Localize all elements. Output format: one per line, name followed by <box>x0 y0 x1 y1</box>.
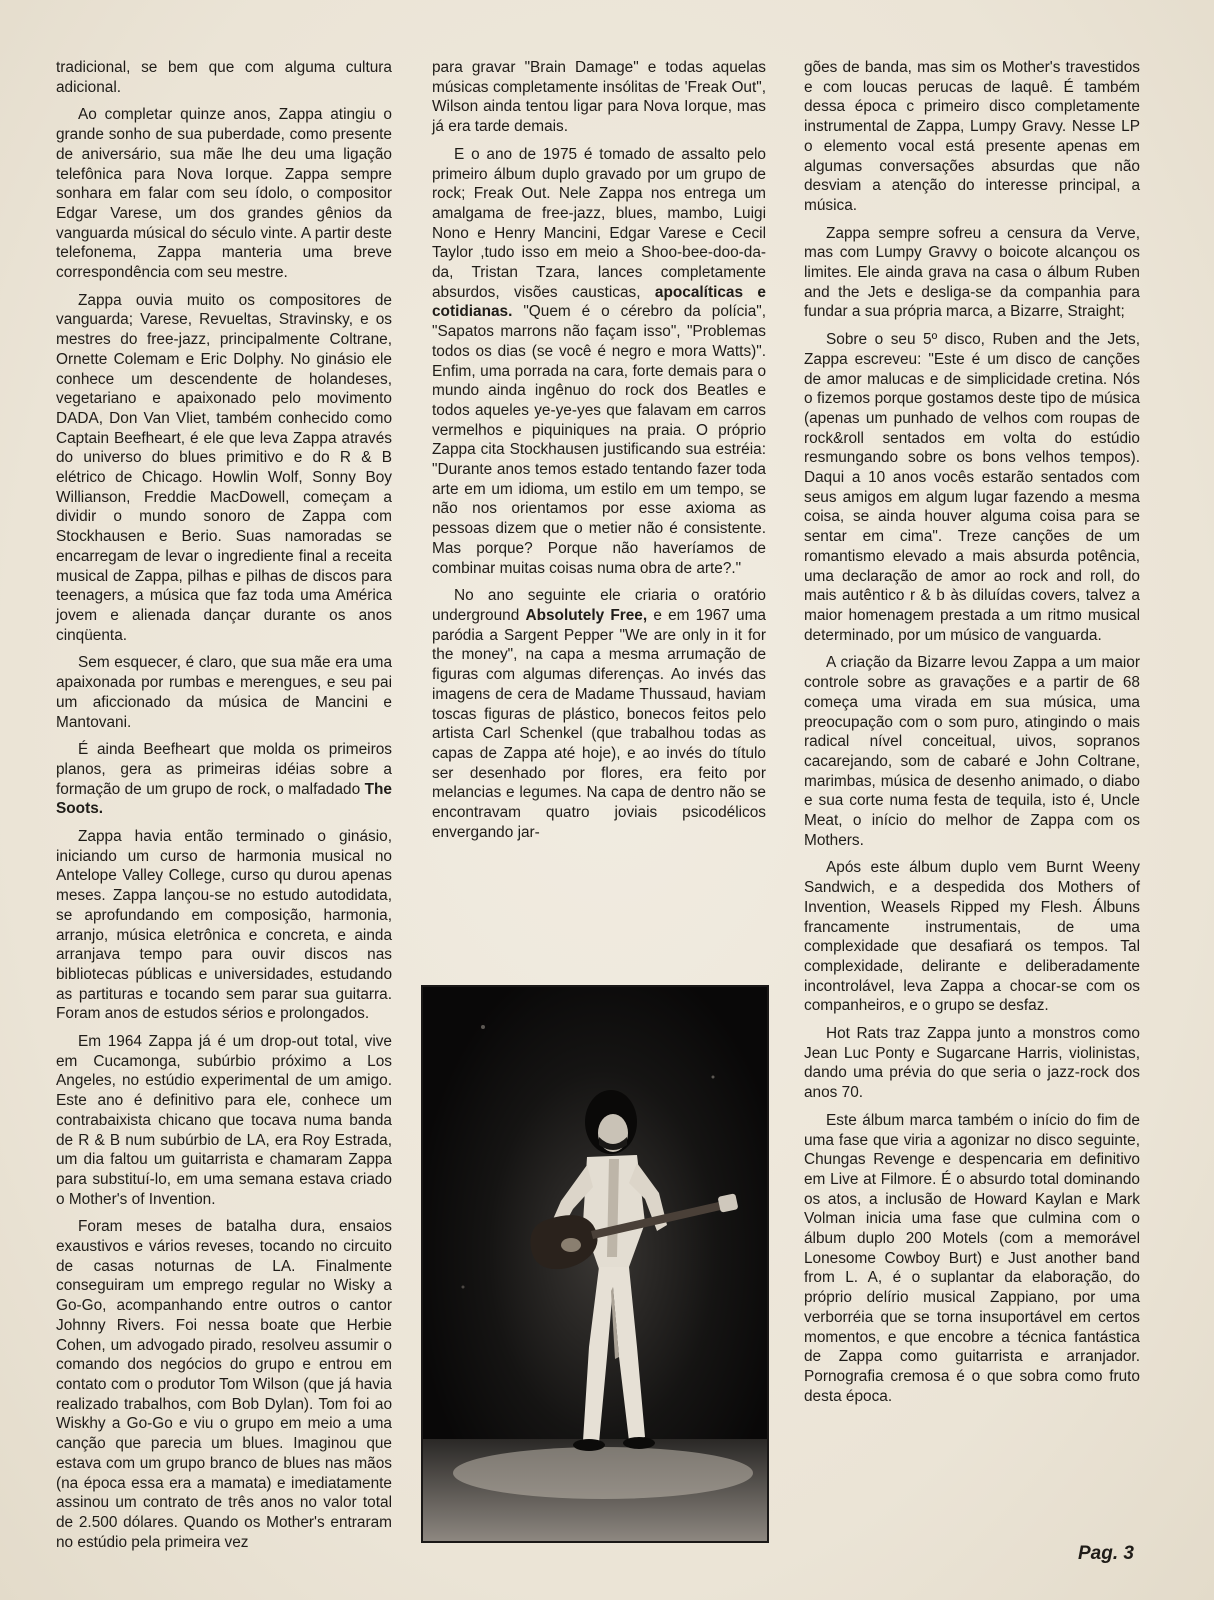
article-column-2 <box>432 58 766 850</box>
paragraph: Foram meses de batalha dura, ensaios exaustivos e vários reveses, tocando no circuito de casas noturnas de LA. Finalmente conseguiram um emprego regular no Wisky a Go-Go, acompanhando entre outros o cantor Johnny Rivers. Foi nessa boate que Herbie Cohen, um advogado pirado, resolveu assumir o comando dos negócios do grupo e entrou em contato com o produtor Tom Wilson (que já havia realizado trabalhos, com Bob Dylan). Tom foi ao Wiskhy a Go-Go e viu o grupo em meio a uma canção que parecia um blues. Imaginou que estava com um grupo branco de blues nas mãos (na época essa era a mamata) e imediatamente assinou um contrato de três anos no valor total de 2.500 dólares. Quando os Mother's entraram no estúdio pela primeira vez <box>56 1218 392 1551</box>
paragraph: Sobre o seu 5º disco, Ruben and the Jets, Zappa escreveu: "Este é um disco de canções de amor malucas e de simplicidade cretina. Nós o fizemos porque gostamos deste tipo de música (apenas um punhado de velhos com roupas de rock&roll sentados em volta do estúdio resmungando sobre os bons velhos tempos). Daqui a 10 anos vocês estarão sentados com seus amigos em algum lugar fazendo a mesma coisa, se ainda houver alguma coisa para se sentar em cima". Treze canções de um romantismo elevado a mais absurda potência, uma declaração de amor ao rock and roll, do mais autêntico r & b às diluídas covers, talvez a maior homenagem prestada a um ritmo musical determinado, por um músico de vanguarda. <box>804 331 1140 644</box>
paragraph-text: É ainda Beefheart que molda os primeiros planos, gera as primeiras idéias sobre a formação de um grupo de rock, o malfadado <box>56 741 392 798</box>
paragraph-text: "Quem é o cérebro da polícia", "Sapatos marrons não façam isso", "Problemas todos os dias (se você é negro e mora Watts)". Enfim, uma porrada na cara, forte demais para o mundo ainda ingênuo do rock dos Beatles e todos aqueles ye-ye-yes que falavam em carros vermelhos e piquiniques na praia. O próprio Zappa cita Stockhausen justificando sua estréia: "Durante anos temos estado tentando fazer toda arte em um idioma, um estilo em um tempo, se não nos orientamos por esse axioma as pessoas dizem que o metier não é consistente. Mas porque? Porque não haveríamos de combinar muitas coisas numa obra de arte?." <box>432 303 767 577</box>
paragraph: A criação da Bizarre levou Zappa a um maior controle sobre as gravações e a partir de 68 começa uma virada em sua música, uma preocupação com o som puro, atingindo o mais radical nível conceitual, uivos, sopranos cacarejando, som de cabaré e John Coltrane, marimbas, música de desenho animado, o diabo e sua corte numa festa de tequila, isto é, Uncle Meat, o início do melhor de Zappa com os Mothers. <box>804 654 1140 849</box>
paragraph: Hot Rats traz Zappa junto a monstros como Jean Luc Ponty e Sugarcane Harris, violinistas, dando uma prévia do que seria o jazz-rock dos anos 70. <box>804 1025 1140 1102</box>
paragraph: tradicional, se bem que com alguma cultura adicional. <box>56 59 392 96</box>
paragraph <box>432 145 766 578</box>
paragraph: Sem esquecer, é claro, que sua mãe era uma apaixonada por rumbas e merengues, e seu pai um aficcionado da música de Mancini e Mantovani. <box>56 654 392 731</box>
paragraph: gões de banda, mas sim os Mother's travestidos e com loucas perucas de laquê. É também dessa época c primeiro disco completamente instrumental de Zappa, Lumpy Gravy. Nesse LP o elemento vocal está presente apenas em algumas conversações absurdas que não desviam a atenção do interesse principal, a música. <box>804 59 1140 214</box>
emphasis-bold: apocalíticas e cotidianas. <box>432 283 766 321</box>
paragraph: Este álbum marca também o início do fim de uma fase que viria a agonizar no disco seguinte, Chungas Revenge e despencaria em definitivo em Live at Filmore. É o absurdo total dominando os atos, a inclusão de Howard Kaylan e Mark Volman inicia uma fase que culmina com o álbum duplo 200 Motels (com a memorável Lonesome Cowboy Burt) e Just another band from L. A, é o suplantar da elaboração, do próprio delírio musical Zappiano, por uma verborréia que se torna insuportável em certos momentos, e que encobre a técnica fantástica de Zappa como guitarrista e arranjador. Pornografia cremosa é o que sobra como fruto desta época. <box>804 1111 1140 1405</box>
paragraph <box>432 586 766 842</box>
paragraph: Ao completar quinze anos, Zappa atingiu o grande sonho de sua puberdade, como presente de aniversário, sua mãe lhe deu uma ligação telefônica para Nova Iorque. Zappa sempre sonhara em falar com seu ídolo, o compositor Edgar Varese, um dos grandes gênios da vanguarda músical do século vinte. A partir deste telefonema, Zappa manteria uma breve correspondência com seu mestre. <box>56 106 392 282</box>
band-name-bold: The Soots. <box>56 780 392 818</box>
paragraph: Em 1964 Zappa já é um drop-out total, vive em Cucamonga, subúrbio próximo a Los Angeles, no estúdio experimental de um amigo. Este ano é definitivo para ele, conhece um contrabaixista chicano que tocava numa banda de R & B num subúrbio de LA, era Roy Estrada, um dia faltou um guitarrista e chamaram Zappa para substituí-lo, em uma semana estava criado o Mother's of Invention. <box>56 1033 392 1208</box>
paragraph: Zappa havia então terminado o ginásio, iniciando um curso de harmonia musical no Antelope Valley College, curso qu durou apenas meses. Zappa lançou-se no estudo autodidata, se aprofundando em composição, harmonia, arranjo, música eletrônica e concreta, e ainda arranjava tempo para ouvir discos nas bibliotecas públicas e universidades, estudando as partituras e tocando sem parar sua guitarra. Foram anos de estudos sérios e prolongados. <box>56 828 392 1023</box>
article-column-3 <box>804 58 1140 1414</box>
paragraph-text: No ano seguinte ele criaria o oratório underground <box>432 587 766 624</box>
album-name-bold: Absolutely Free, <box>525 606 648 624</box>
paragraph: Após este álbum duplo vem Burnt Weeny Sandwich, e a despedida dos Mothers of Invention, Weasels Ripped my Flesh. Álbuns francamente instrumentais, de uma complexidade que desafiará os tempos. Tal complexidade, delirante e deliberadamente incontrolável, leva Zappa a chocar-se com os companheiros, e o grupo se desfaz. <box>804 859 1140 1015</box>
paragraph: Zappa ouvia muito os compositores de vanguarda; Varese, Revueltas, Stravinsky, e os mestres do free-jazz, principalmente Coltrane, Ornette Colemam e Eric Dolphy. No ginásio ele conhece um descendente de holandeses, vegetariano e apaixonado pelo movimento DADA, Don Van Vliet, também conhecido como Captain Beefheart, é ele que leva Zappa através do universo do blues primitivo e do R & B elétrico de Chicago. Howlin Wolf, Sonny Boy Willianson, Freddie MacDowell, começam a dividir o mundo sonoro de Zappa com Stockhausen e Berio. Suas namoradas se encarregam de levar o ingrediente final a receita musical de Zappa, pilhas e pilhas de discos para teenagers, a música que faz toda uma América jovem e alienada dançar durante os anos cinqüenta. <box>56 291 392 644</box>
paragraph <box>56 740 392 819</box>
paragraph: Zappa sempre sofreu a censura da Verve, mas com Lumpy Gravvy o boicote alcançou os limites. Ele ainda grava na casa o álbum Ruben and the Jets e desliga-se da companhia para fundar a sua própria marca, a Bizarre, Straight; <box>804 224 1140 321</box>
paragraph: para gravar "Brain Damage" e todas aquelas músicas completamente insólitas de 'Freak Out", Wilson ainda tentou ligar para Nova Iorque, mas já era tarde demais. <box>432 59 766 136</box>
concert-photo <box>421 985 769 1543</box>
page-number: Pag. 3 <box>1078 1543 1134 1564</box>
guitarist-silhouette-image <box>423 987 767 1541</box>
paragraph-text: e em 1967 uma paródia a Sargent Pepper "We are only in it for the money", na capa a mesma arrumação de figuras com algumas diferenças. Ao invés das imagens de cera de Madame Thussaud, haviam toscas figuras de plástico, bonecos feitos pelo artista Carl Schenkel (que trabalhou todas as capas de Zappa até hoje), e ao invés do título ser desenhado por flores, era feito por melancias e legumes. Na capa de dentro não se encontravam quatro joviais psicodélicos envergando jar- <box>432 606 766 841</box>
article-column-1 <box>56 58 392 1560</box>
paragraph-text: E o ano de 1975 é tomado de assalto pelo primeiro álbum duplo gravado por um grupo de rock; Freak Out. Nele Zappa nos entrega um amalgama de free-jazz, blues, mambo, Luigi Nono e Henry Mancini, Edgar Varese e Cecil Taylor ,tudo isso em meio a Shoo-bee-doo-da-da, Tristan Tzara, lances completamente absurdos, visões causticas, <box>432 145 766 301</box>
